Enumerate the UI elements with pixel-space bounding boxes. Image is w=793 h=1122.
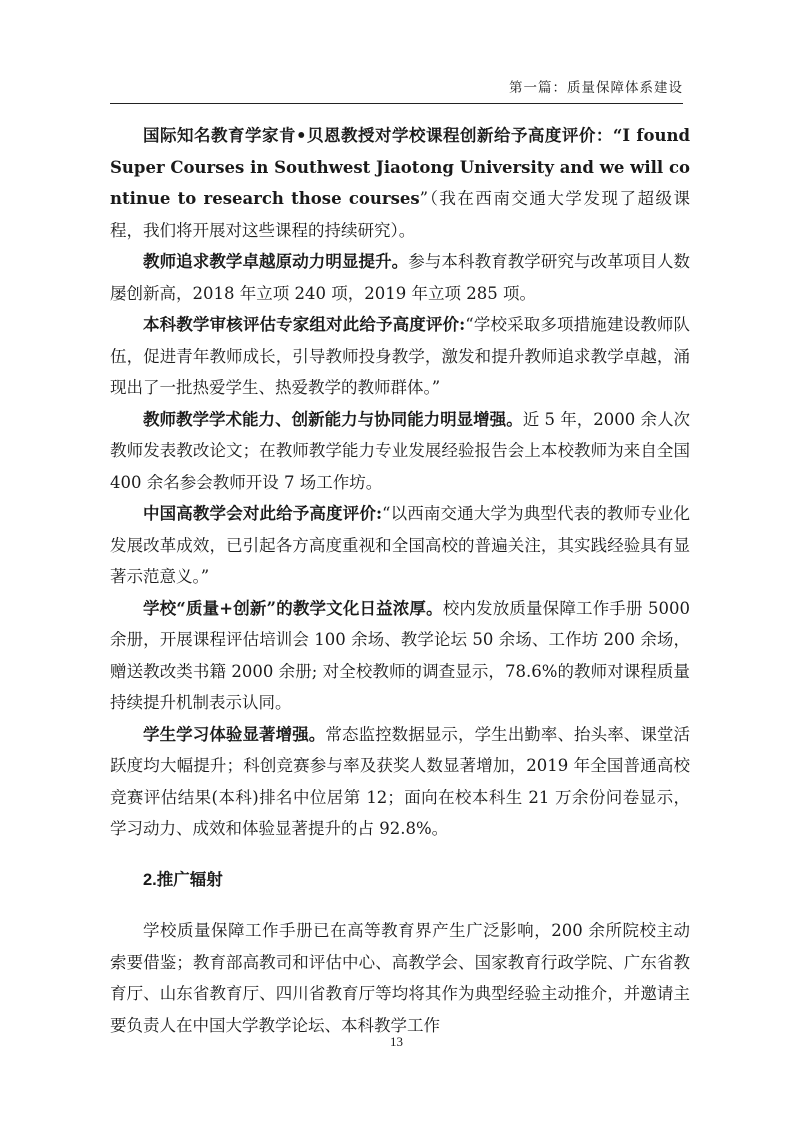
paragraph-7-body: 常态监控数据显示，学生出勤率、抬头率、课堂活跃度均大幅提升；科创竞赛参与率及获奖人数显著增加，2019 年全国普通高校竞赛评估结果(本科)排名中位居第 12；面向在校本科生 21 万余份问卷显示，学习动力、成效和体验显著提升的占 92.8%。: [110, 724, 690, 838]
paragraph-3: [110, 309, 690, 404]
paragraph-3-body: “学校采取多项措施建设教师队伍，促进青年教师成长，引导教师投身教学，激发和提升教师追求教学卓越，涌现出了一批热爱学生、热爱教学的教师群体。”: [110, 315, 691, 397]
paragraph-1-body: ”（我在西南交通大学发现了超级课程，我们将开展对这些课程的持续研究）。: [110, 189, 690, 240]
paragraph-2-lead: 教师追求教学卓越原动力明显提升。: [143, 252, 409, 271]
paragraph-2-body: 参与本科教育教学研究与改革项目人数屡创新高，2018 年立项 240 项，2019 年立项 285 项。: [110, 252, 690, 303]
paragraph-1-lead: 国际知名教育学家肯•贝恩教授对学校课程创新给予高度评价：“I found Super Courses in Southwest Jiaotong University and we will continue to research those courses: [110, 126, 690, 208]
paragraph-2: [110, 246, 690, 309]
paragraph-1: [110, 120, 690, 246]
section-heading: 2.推广辐射: [143, 870, 223, 889]
paragraph-5-body: “以西南交通大学为典型代表的教师专业化发展改革成效，已引起各方高度重视和全国高校的普遍关注，其实践经验具有显著示范意义。”: [110, 504, 690, 586]
paragraph-4-body: 近 5 年，2000 余人次教师发表教改论文；在教师教学能力专业发展经验报告会上本校教师为来自全国 400 余名参会教师开设 7 场工作坊。: [110, 409, 690, 492]
running-header: 第一篇：质量保障体系建设: [110, 76, 683, 104]
page-body: [110, 120, 690, 1041]
paragraph-3-lead: 本科教学审核评估专家组对此给予高度评价:: [143, 315, 466, 334]
paragraph-4: [110, 404, 690, 499]
paragraph-5: [110, 498, 690, 593]
paragraph-6: [110, 593, 690, 719]
page-number: 13: [390, 1034, 403, 1049]
section-paragraph: 学校质量保障工作手册已在高等教育界产生广泛影响，200 余所院校主动索要借鉴；教育部高教司和评估中心、高教学会、国家教育行政学院、广东省教育厅、山东省教育厅、四川省教育厅等均将其作为典型经验主动推介，并邀请主要负责人在中国大学教学论坛、本科教学工作: [110, 921, 690, 1035]
paragraph-6-lead: 学校“质量+创新”的教学文化日益浓厚。: [143, 598, 443, 618]
paragraph-4-lead: 教师教学学术能力、创新能力与协同能力明显增强。: [143, 409, 523, 429]
paragraph-5-lead: 中国高教学会对此给予高度评价:: [143, 504, 383, 523]
paragraph-7-lead: 学生学习体验显著增强。: [143, 724, 326, 744]
paragraph-6-body: 校内发放质量保障工作手册 5000 余册，开展课程评估培训会 100 余场、教学论坛 50 余场、工作坊 200 余场，赠送教改类书籍 2000 余册; 对全校教师的调查显示，78.6%的教师对课程质量持续提升机制表示认同。: [110, 598, 690, 712]
paragraph-7: [110, 719, 690, 845]
